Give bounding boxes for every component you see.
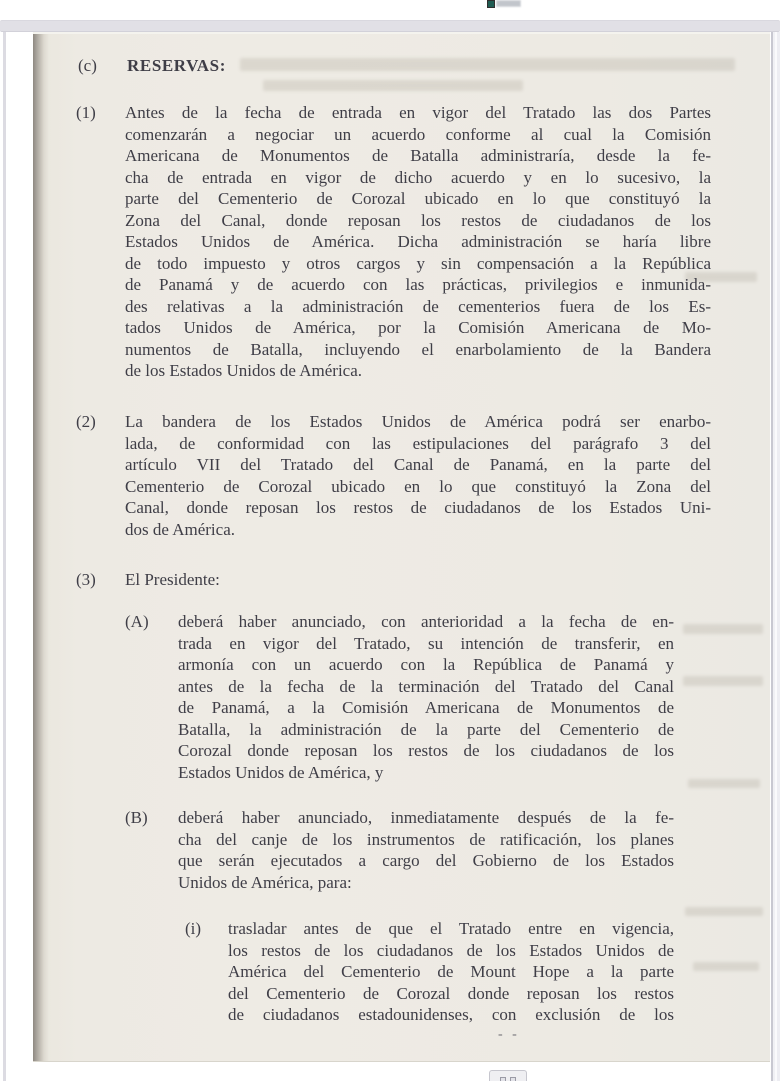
paragraph-number: (i) (185, 919, 202, 938)
text-line: trasladar antes de que el Tratado entre en vigencia, (228, 919, 674, 938)
right-edge-rail (771, 32, 780, 1081)
paragraph-number: (1) (76, 103, 96, 122)
text-line: cha de entrada en vigor de dicho acuerdo y en lo sucesivo, la (125, 167, 711, 187)
text-line: Batalla, la administración de la parte del Cementerio de (178, 719, 674, 739)
bottom-nav-button[interactable] (489, 1070, 527, 1081)
divider-band (0, 20, 780, 32)
paragraph-number: (A) (125, 612, 149, 631)
text-line: armonía con un acuerdo con la República de Panamá y (178, 655, 674, 674)
text-line: numentos de Batalla, incluyendo el enarbolamiento de la Bandera (125, 339, 711, 359)
text-line: los restos de los ciudadanos de los Estados Unidos de (228, 940, 674, 960)
text-line: lada, de conformidad con las estipulaciones del parágrafo 3 del (125, 433, 711, 453)
paragraph-A (33, 611, 770, 783)
text-line: América del Cementerio de Mount Hope a la parte (228, 962, 674, 981)
text-line: parte del Cementerio de Corozal ubicado en lo que constituyó la (125, 189, 711, 208)
text-line: deberá haber anunciado, inmediatamente después de la fe- (178, 808, 674, 827)
paragraph-B (33, 807, 770, 893)
top-bar (0, 0, 780, 20)
text-line: deberá haber anunciado, con anterioridad a la fecha de en- (178, 612, 674, 631)
text-line: Corozal donde reposan los restos de los ciudadanos de los (178, 741, 674, 760)
text-line: tados Unidos de América, por la Comisión Americana de Mo- (125, 318, 711, 337)
text-line: de Panamá y de acuerdo con las prácticas, privilegios e inmunida- (125, 275, 711, 294)
text-line: comenzarán a negociar un acuerdo conforme al cual la Comisión (125, 124, 711, 144)
chip-label-smudge (496, 0, 521, 7)
ghost-text (263, 80, 523, 91)
text-line: del Cementerio de Corozal donde reposan los restos (228, 983, 674, 1003)
page-footer-mark: - - (498, 1027, 520, 1042)
bottom-button-glyph (500, 1077, 506, 1081)
text-line: Estados Unidos de América. Dicha administración se haría libre (125, 232, 711, 251)
text-line: Cementerio de Corozal ubicado en lo que constituyó la Zona del (125, 476, 711, 496)
section-label: (c) (78, 56, 97, 75)
text-line: Canal, donde reposan los restos de ciudadanos de los Estados Uni- (125, 498, 711, 517)
top-toolbar-chip[interactable] (487, 0, 524, 8)
ghost-text (685, 907, 763, 916)
text-line: que serán ejecutados a cargo del Gobierno de los Estados (178, 851, 674, 870)
text-line: Estados Unidos de América, y (178, 762, 384, 782)
paragraph-3 (33, 569, 770, 591)
text-line: La bandera de los Estados Unidos de América podrá ser enarbo- (125, 412, 711, 431)
paragraph-i (33, 918, 770, 1026)
paragraph-number: (B) (125, 808, 148, 827)
text-line: El Presidente: (125, 570, 220, 589)
text-line: Americana de Monumentos de Batalla administraría, desde la fe- (125, 146, 711, 165)
text-line: des relativas a la administración de cementerios fuera de los Es- (125, 296, 711, 316)
text-line: Unidos de América, para: (178, 872, 352, 892)
text-line: Antes de la fecha de entrada en vigor del Tratado las dos Partes (125, 103, 711, 122)
text-line: de ciudadanos estadounidenses, con exclusión de los (228, 1005, 674, 1024)
paragraph-number: (3) (76, 570, 96, 589)
paragraph-2 (33, 411, 770, 540)
text-line: artículo VII del Tratado del Canal de Panamá, en la parte del (125, 455, 711, 474)
ghost-text (240, 58, 735, 71)
left-edge-rule (3, 32, 6, 1081)
bottom-button-glyph (510, 1077, 516, 1081)
text-line: dos de América. (125, 519, 235, 539)
text-line: antes de la fecha de la terminación del Tratado del Canal (178, 676, 674, 696)
paragraph-1 (33, 102, 770, 382)
page-scan (33, 32, 770, 1062)
paragraph-number: (2) (76, 412, 96, 431)
text-line: de Panamá, a la Comisión Americana de Monumentos de (178, 698, 674, 717)
text-line: trada en vigor del Tratado, su intención de transferir, en (178, 633, 674, 653)
section-title: RESERVAS: (127, 56, 226, 75)
text-line: Zona del Canal, donde reposan los restos de ciudadanos de los (125, 210, 711, 230)
text-line: de los Estados Unidos de América. (125, 361, 363, 380)
green-badge-icon (487, 0, 495, 8)
text-line: de todo impuesto y otros cargos y sin compensación a la República (125, 253, 711, 273)
text-line: cha del canje de los instrumentos de ratificación, los planes (178, 829, 674, 849)
